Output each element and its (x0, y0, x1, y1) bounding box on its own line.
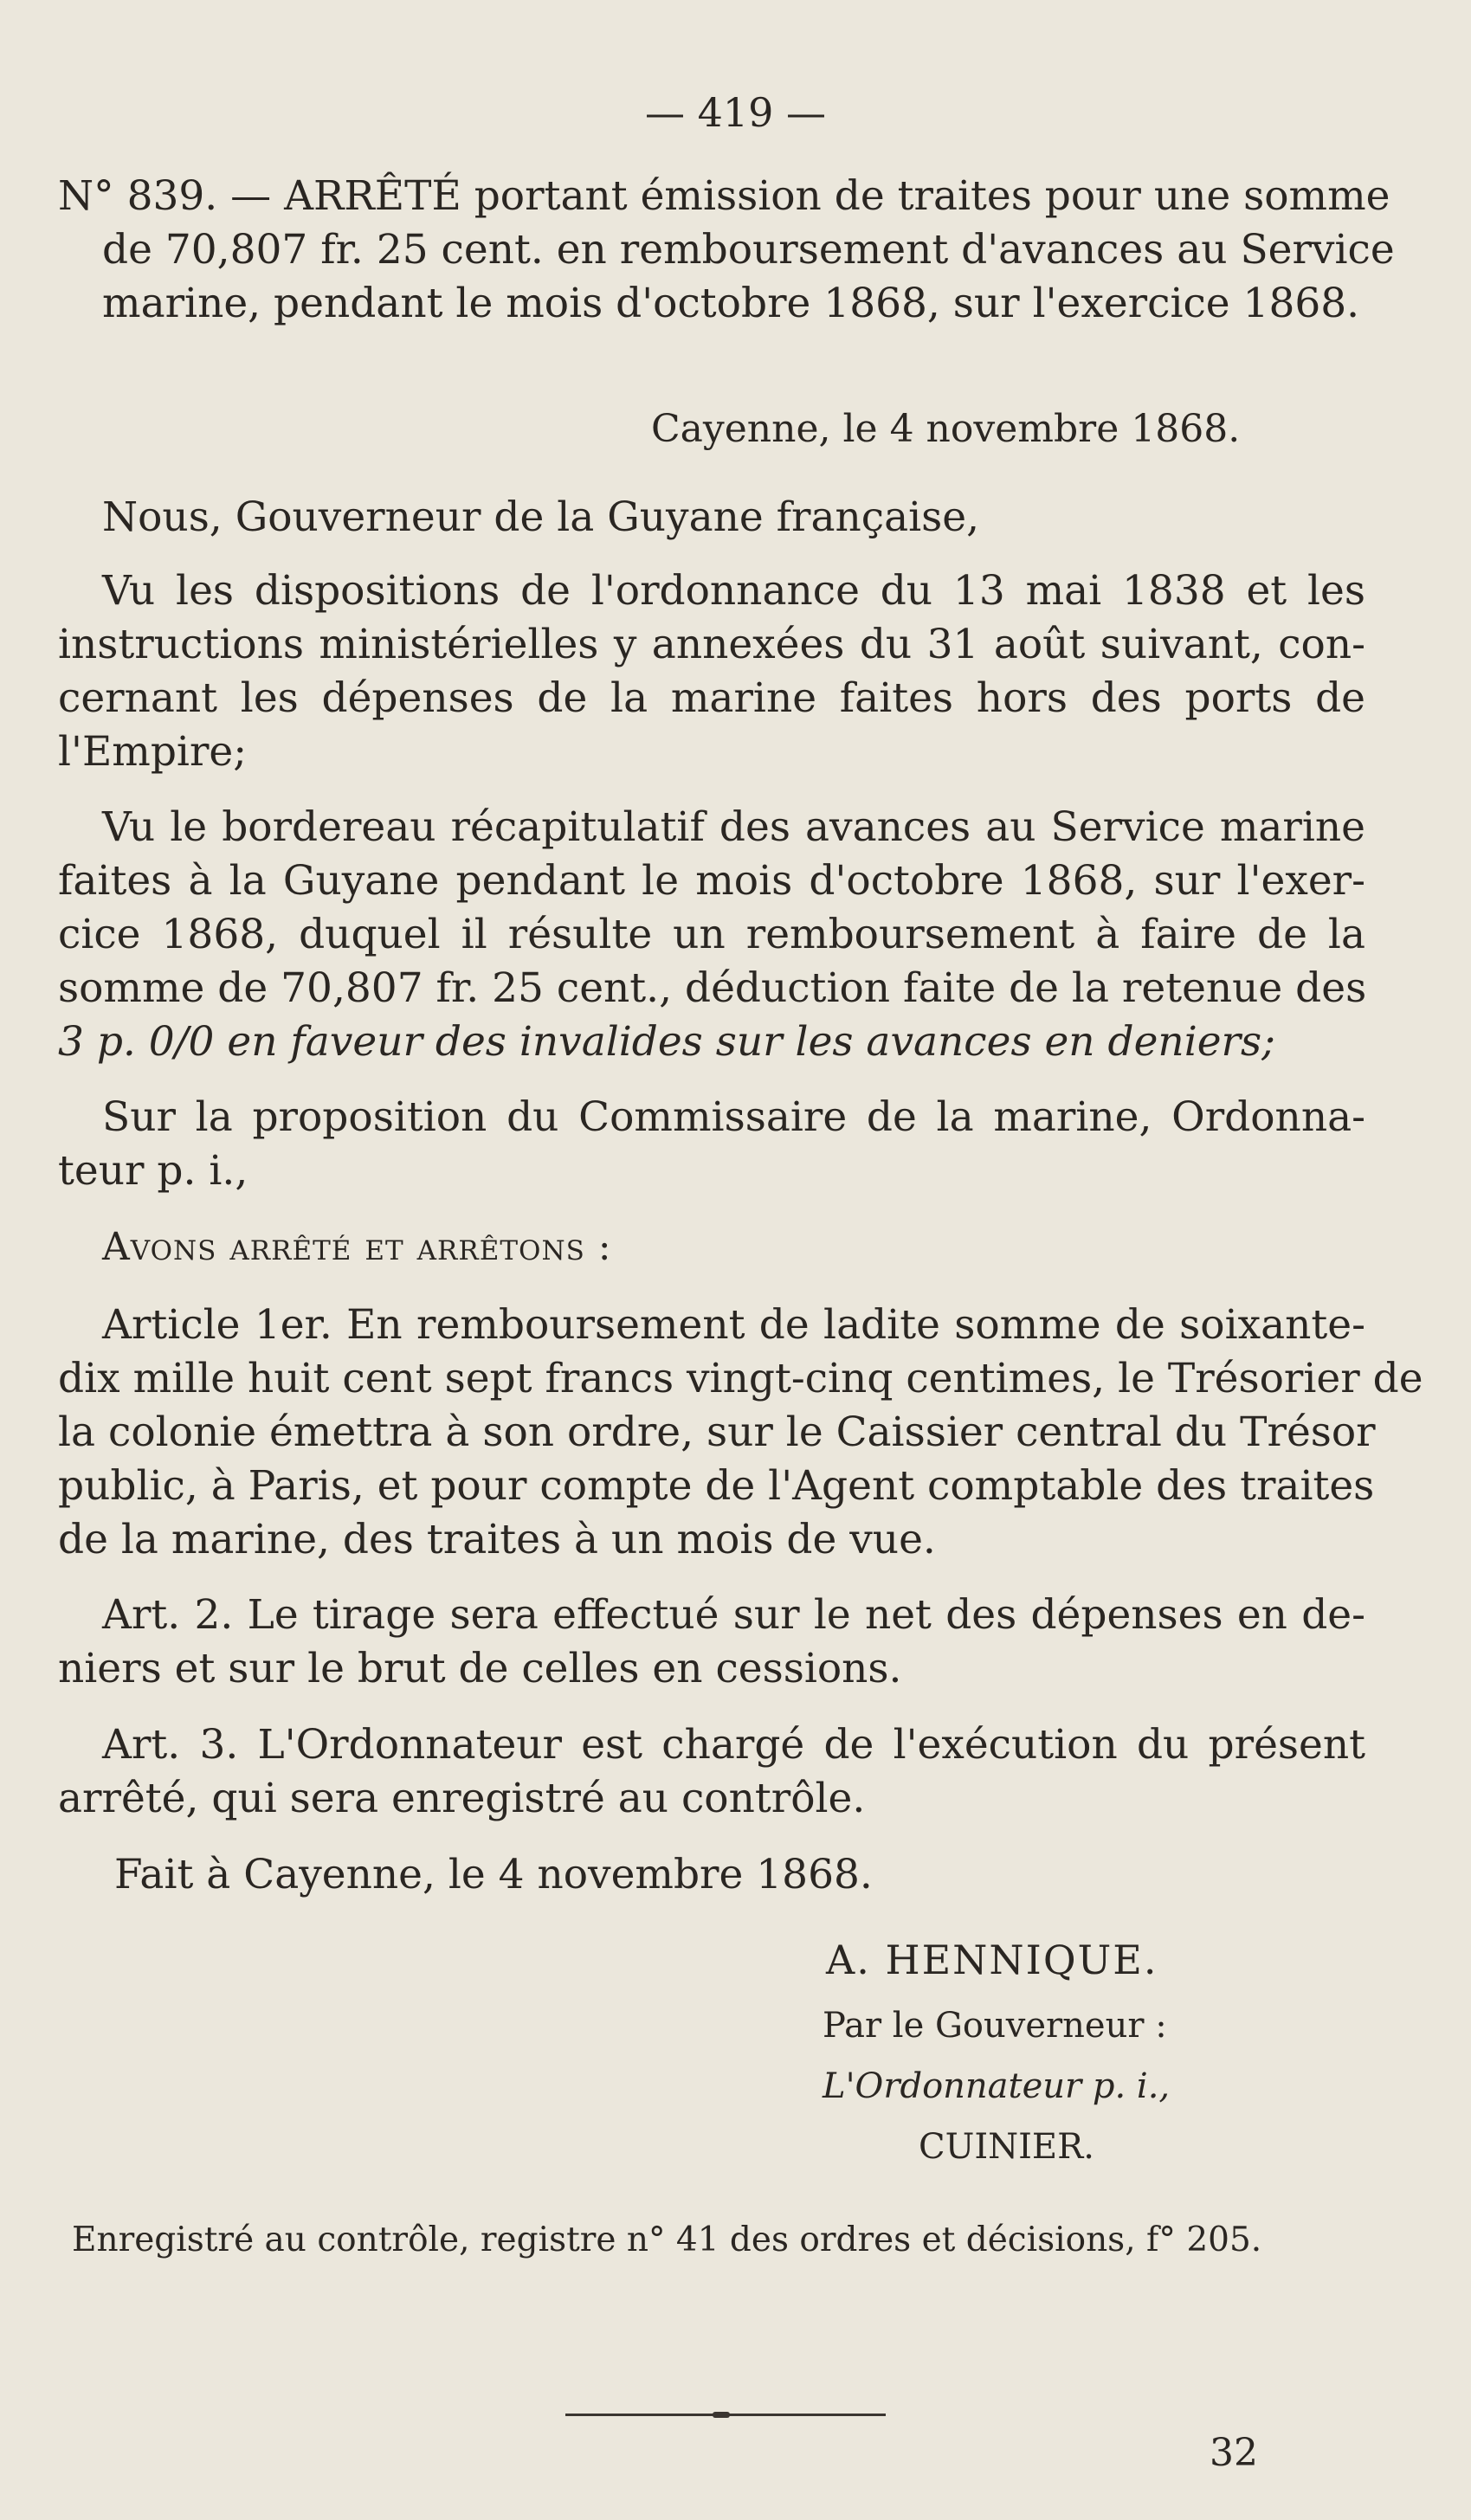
para1-line-4: l'Empire; (58, 728, 248, 776)
para2-line-3: cice 1868, duquel il résulte un remboursement à faire de la (58, 911, 1365, 958)
para3-line-1: Sur la proposition du Commissaire de la marine, Ordonna- (102, 1093, 1365, 1141)
article1-line-3: la colonie émettra à son ordre, sur le Caissier central du Trésor (58, 1408, 1376, 1456)
decree-title-line-2: de 70,807 fr. 25 cent. en remboursement d'avances au Service (102, 226, 1395, 274)
para2-line-4: somme de 70,807 fr. 25 cent., déduction faite de la retenue des (58, 964, 1367, 1012)
decree-formula: Avons arrêté et arrêtons : (102, 1225, 612, 1269)
para3-line-2: teur p. i., (58, 1147, 248, 1195)
governor-signature: A. HENNIQUE. (826, 1937, 1158, 1983)
place-date: Cayenne, le 4 novembre 1868. (651, 407, 1241, 451)
para2-line-1: Vu le bordereau récapitulatif des avances au Service marine (102, 803, 1365, 851)
article3-line-1: Art. 3. L'Ordonnateur est chargé de l'exécution du présent (102, 1721, 1365, 1769)
para2-line-5: 3 p. 0/0 en faveur des invalides sur les avances en deniers; (58, 1018, 1275, 1066)
governor-intro: Nous, Gouverneur de la Guyane française, (102, 493, 980, 541)
decree-title-line-3: marine, pendant le mois d'octobre 1868, sur l'exercice 1868. (102, 280, 1360, 327)
article2-line-2: niers et sur le brut de celles en cessions. (58, 1645, 902, 1692)
para1-line-2: instructions ministérielles y annexées du 31 août suivant, con- (58, 621, 1365, 668)
article1-line-1: Article 1er. En remboursement de ladite somme de soixante- (102, 1301, 1365, 1349)
article3-line-2: arrêté, qui sera enregistré au contrôle. (58, 1775, 866, 1822)
registration-note: Enregistré au contrôle, registre n° 41 des ordres et décisions, f° 205. (72, 2220, 1262, 2259)
by-governor-label: Par le Gouverneur : (823, 2006, 1167, 2046)
para1-line-3: cernant les dépenses de la marine faites hors des ports de (58, 674, 1365, 722)
article1-line-2: dix mille huit cent sept francs vingt-cinq centimes, le Trésorier de (58, 1355, 1423, 1402)
para2-line-2: faites à la Guyane pendant le mois d'octobre 1868, sur l'exer- (58, 857, 1365, 905)
closing-rule (565, 2414, 886, 2416)
para1-line-1: Vu les dispositions de l'ordonnance du 13 mai 1838 et les (102, 567, 1365, 615)
page-number: — 419 — (644, 89, 827, 136)
article1-line-5: de la marine, des traites à un mois de vue. (58, 1516, 936, 1563)
article2-line-1: Art. 2. Le tirage sera effectué sur le net des dépenses en de- (102, 1591, 1365, 1639)
decree-title-line-1: N° 839. — ARRÊTÉ portant émission de traites pour une somme (58, 172, 1390, 220)
sheet-signature: 32 (1210, 2431, 1258, 2475)
ordonnateur-label: L'Ordonnateur p. i., (823, 2066, 1171, 2106)
done-at: Fait à Cayenne, le 4 novembre 1868. (114, 1851, 873, 1898)
article1-line-4: public, à Paris, et pour compte de l'Agent comptable des traites (58, 1462, 1375, 1510)
countersignature: CUINIER. (919, 2127, 1094, 2167)
